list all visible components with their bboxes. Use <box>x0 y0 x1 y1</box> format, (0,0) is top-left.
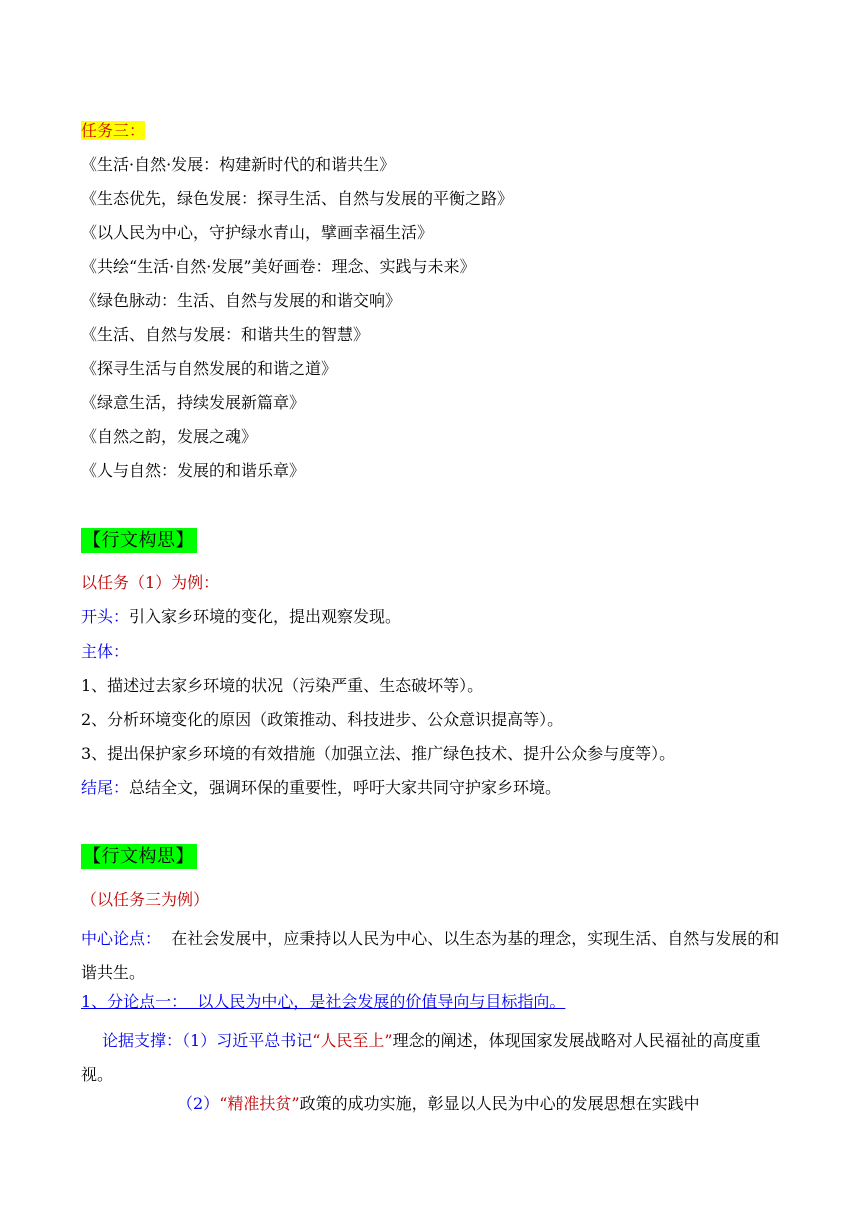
title-item: 《自然之韵，发展之魂》 <box>81 427 258 446</box>
title-item: 《生活·自然·发展：构建新时代的和谐共生》 <box>81 155 396 174</box>
evidence-label: 论据支撑： <box>102 1031 183 1050</box>
thesis-label: 中心论点： <box>81 929 162 948</box>
thesis-text: 在社会发展中，应秉持以人民为中心、以生态为基的理念，实现生活、自然与发展的和谐共生。 <box>81 929 780 982</box>
outline1-body-label: 主体： <box>81 642 130 661</box>
outline2-example: （以任务三为例） <box>81 890 210 909</box>
title-item: 《共绘“生活·自然·发展”美好画卷：理念、实践与未来》 <box>81 257 476 276</box>
evidence-2-prefix: （2） <box>177 1094 220 1113</box>
opening-text: 引入家乡环境的变化，提出观察发现。 <box>129 607 402 626</box>
title-item: 《生态优先，绿色发展：探寻生活、自然与发展的平衡之路》 <box>81 189 514 208</box>
ending-label: 结尾： <box>81 778 130 797</box>
outline1-point: 2、分析环境变化的原因（政策推动、科技进步、公众意识提高等）。 <box>81 710 564 729</box>
outline2-evidence-2 <box>177 1092 700 1116</box>
outline1-ending <box>81 776 561 800</box>
outline1-example: 以任务（1）为例： <box>81 573 220 592</box>
outline2-heading <box>81 845 197 869</box>
title-item: 《生活、自然与发展：和谐共生的智慧》 <box>81 325 370 344</box>
task3-label <box>81 119 145 143</box>
opening-label: 开头： <box>81 607 130 626</box>
outline1-heading-highlight: 【行文构思】 <box>81 528 197 553</box>
title-item: 《探寻生活与自然发展的和谐之道》 <box>81 359 338 378</box>
title-item: 《人与自然：发展的和谐乐章》 <box>81 461 306 480</box>
outline1-opening <box>81 605 401 629</box>
task3-label-highlight: 任务三： <box>81 121 146 140</box>
title-item: 《以人民为中心，守护绿水青山，擘画幸福生活》 <box>81 223 434 242</box>
outline2-thesis <box>81 922 781 990</box>
ending-text: 总结全文，强调环保的重要性，呼吁大家共同守护家乡环境。 <box>129 778 562 797</box>
evidence-1-prefix: （1）习近平总书记 <box>182 1031 313 1050</box>
outline1-point: 1、描述过去家乡环境的状况（污染严重、生态破坏等）。 <box>81 676 484 695</box>
title-item: 《绿意生活，持续发展新篇章》 <box>81 393 306 412</box>
evidence-2-quote: “精准扶贫” <box>219 1094 300 1113</box>
evidence-1-quote: “人民至上” <box>312 1031 393 1050</box>
title-item: 《绿色脉动：生活、自然与发展的和谐交响》 <box>81 291 402 310</box>
outline2-subpoint-1: 1、分论点一： 以人民为中心，是社会发展的价值导向与目标指向。 <box>81 992 566 1011</box>
evidence-1-suffix: 理念的阐述，体现国家发展战略对人民福祉的高度重视。 <box>81 1031 761 1084</box>
outline1-point: 3、提出保护家乡环境的有效措施（加强立法、推广绿色技术、提升公众参与度等）。 <box>81 744 676 763</box>
outline2-heading-highlight: 【行文构思】 <box>81 844 197 869</box>
outline2-evidence-1 <box>81 1024 781 1092</box>
evidence-2-suffix: 政策的成功实施，彰显以人民为中心的发展思想在实践中 <box>299 1094 700 1113</box>
outline1-heading <box>81 529 197 553</box>
